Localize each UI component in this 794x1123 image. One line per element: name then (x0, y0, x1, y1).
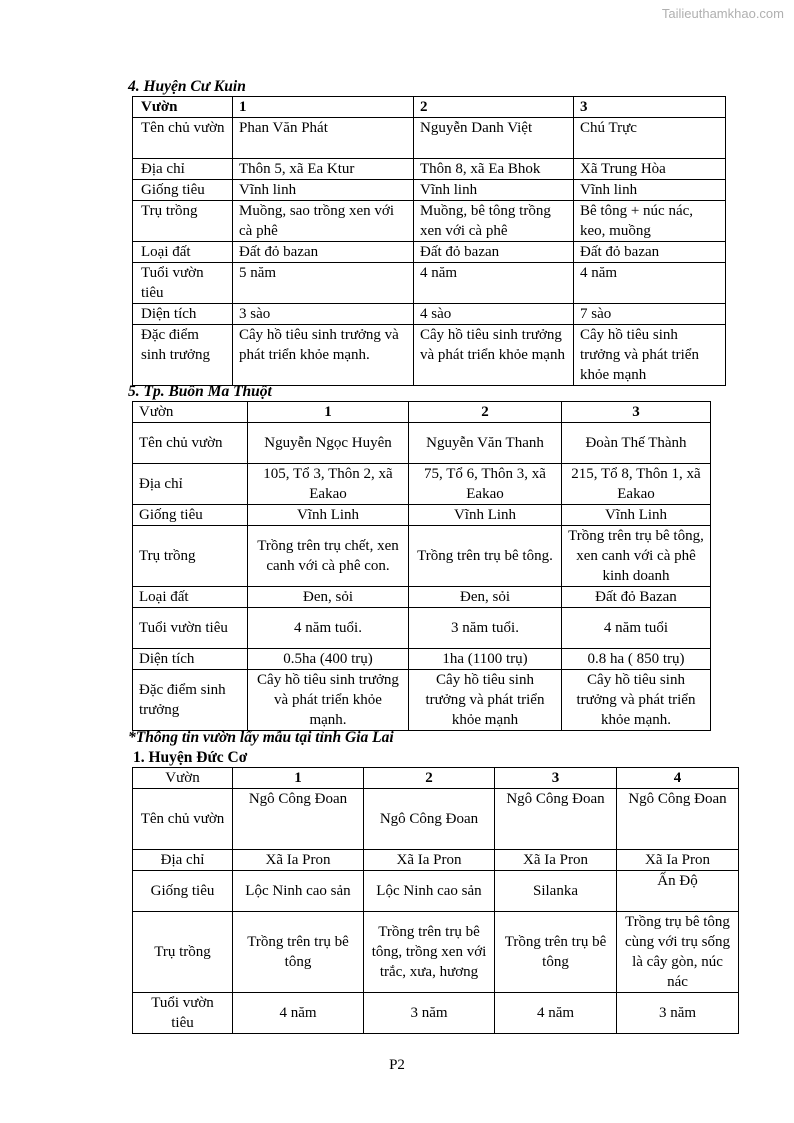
table-cell: Nguyễn Danh Việt (414, 118, 574, 159)
table-cell: 3 năm tuổi. (409, 608, 562, 649)
row-label: Địa chỉ (133, 464, 248, 505)
table-cell: Ngô Công Đoan (364, 789, 495, 850)
row-label: Diện tích (133, 304, 233, 325)
table-row (133, 993, 739, 1034)
header-cell: Vườn (133, 768, 233, 789)
section-5-heading: 5. Tp. Buôn Ma Thuột (128, 383, 272, 400)
table-row (133, 850, 739, 871)
table-row (133, 505, 711, 526)
table-cell: Trồng trên trụ bê tông (233, 912, 364, 993)
table-cell: Nguyễn Văn Thanh (409, 423, 562, 464)
table-cell: Vĩnh Linh (248, 505, 409, 526)
table-cell: Trồng trên trụ bê tông (495, 912, 617, 993)
row-label: Địa chỉ (133, 159, 233, 180)
table-cell: Chú Trực (574, 118, 726, 159)
table-cell: Xã Ia Pron (617, 850, 739, 871)
table-cell: 4 năm tuổi. (248, 608, 409, 649)
header-cell: 1 (233, 97, 414, 118)
table-row (133, 789, 739, 850)
table-cell: Cây hồ tiêu sinh trưởng và phát triển khỏe mạnh (414, 325, 574, 386)
table-cell: 75, Tổ 6, Thôn 3, xã Eakao (409, 464, 562, 505)
table-cell: 4 năm tuổi (562, 608, 711, 649)
table-row (133, 263, 726, 304)
table-header-row (133, 768, 739, 789)
watermark: Tailieuthamkhao.com (661, 6, 784, 21)
header-cell: 2 (364, 768, 495, 789)
table-cell: 0.5ha (400 trụ) (248, 649, 409, 670)
table-cell: Thôn 8, xã Ea Bhok (414, 159, 574, 180)
row-label: Diện tích (133, 649, 248, 670)
table-cell: Nguyễn Ngọc Huyên (248, 423, 409, 464)
table-cell: Vĩnh linh (414, 180, 574, 201)
table-cell: 4 năm (574, 263, 726, 304)
table-cell: Cây hồ tiêu sinh trưởng và phát triển khỏe mạnh. (562, 670, 711, 731)
table-cell: Đất đỏ bazan (574, 242, 726, 263)
table-cell: 4 năm (414, 263, 574, 304)
table-cell: Cây hồ tiêu sinh trưởng và phát triển khỏe mạnh. (248, 670, 409, 731)
table-row (133, 649, 711, 670)
header-cell: 3 (562, 402, 711, 423)
table-cell: 7 sào (574, 304, 726, 325)
row-label: Địa chỉ (133, 850, 233, 871)
table-row (133, 608, 711, 649)
table-cell: Xã Ia Pron (364, 850, 495, 871)
row-label: Tên chủ vườn (133, 423, 248, 464)
table-cell: Vĩnh Linh (409, 505, 562, 526)
table-row (133, 201, 726, 242)
page-number: P2 (389, 1057, 405, 1073)
table-cell: Lộc Ninh cao sản (364, 871, 495, 912)
table-cell: Vĩnh linh (574, 180, 726, 201)
header-cell: Vườn (133, 402, 248, 423)
row-label: Trụ trồng (133, 912, 233, 993)
table-cell: Đất đỏ Bazan (562, 587, 711, 608)
row-label: Loại đất (133, 242, 233, 263)
table-row (133, 325, 726, 386)
header-cell: 2 (409, 402, 562, 423)
table-cell: 3 sào (233, 304, 414, 325)
table-cell: 4 năm (495, 993, 617, 1034)
table-cell: Muồng, bê tông trồng xen với cà phê (414, 201, 574, 242)
row-label: Đặc điểm sinh trưởng (133, 325, 233, 386)
header-cell: 1 (233, 768, 364, 789)
table-row (133, 464, 711, 505)
table-row (133, 304, 726, 325)
section-4-heading: 4. Huyện Cư Kuin (128, 78, 246, 95)
table-cell: 4 sào (414, 304, 574, 325)
table-cell: Phan Văn Phát (233, 118, 414, 159)
table-cell: Xã Trung Hòa (574, 159, 726, 180)
row-label: Loại đất (133, 587, 248, 608)
header-cell: 2 (414, 97, 574, 118)
row-label: Trụ trồng (133, 526, 248, 587)
row-label: Tên chủ vườn (133, 789, 233, 850)
table-cell: Thôn 5, xã Ea Ktur (233, 159, 414, 180)
table-row (133, 871, 739, 912)
table-buon-ma-thuot (132, 401, 711, 731)
table-cell: Silanka (495, 871, 617, 912)
table-cell: Cây hồ tiêu sinh trưởng và phát triển khỏe mạnh (574, 325, 726, 386)
table-cell: Xã Ia Pron (233, 850, 364, 871)
table-cell: 4 năm (233, 993, 364, 1034)
table-cell: Đất đỏ bazan (233, 242, 414, 263)
row-label: Giống tiêu (133, 871, 233, 912)
table-cell: Ngô Công Đoan (617, 789, 739, 850)
table-cell: Đen, sỏi (409, 587, 562, 608)
table-cell: Ngô Công Đoan (233, 789, 364, 850)
table-cell: Trồng trên trụ bê tông, xen canh với cà phê kinh doanh (562, 526, 711, 587)
header-cell: Vườn (133, 97, 233, 118)
header-cell: 3 (495, 768, 617, 789)
row-label: Giống tiêu (133, 505, 248, 526)
table-header-row (133, 97, 726, 118)
table-cell: Bê tông + núc nác, keo, muồng (574, 201, 726, 242)
table-duc-co (132, 767, 739, 1034)
table-cell: Cây hồ tiêu sinh trưởng và phát triển khỏe mạnh. (233, 325, 414, 386)
table-row (133, 118, 726, 159)
table-row (133, 159, 726, 180)
table-cell: Vĩnh Linh (562, 505, 711, 526)
table-cell: Đoàn Thế Thành (562, 423, 711, 464)
table-header-row (133, 402, 711, 423)
row-label: Đặc điểm sinh trưởng (133, 670, 248, 731)
header-cell: 3 (574, 97, 726, 118)
row-label: Tên chủ vườn (133, 118, 233, 159)
table-cell: Đen, sỏi (248, 587, 409, 608)
header-cell: 4 (617, 768, 739, 789)
row-label: Trụ trồng (133, 201, 233, 242)
table-row (133, 526, 711, 587)
table-row (133, 587, 711, 608)
gia-lai-heading: *Thông tin vườn lấy mẫu tại tỉnh Gia Lai (128, 729, 394, 746)
table-cell: Xã Ia Pron (495, 850, 617, 871)
table-cell: Ấn Độ (617, 871, 739, 912)
table-cell: Trồng trên trụ bê tông. (409, 526, 562, 587)
header-cell: 1 (248, 402, 409, 423)
table-cell: 3 năm (617, 993, 739, 1034)
table-cell: 1ha (1100 trụ) (409, 649, 562, 670)
table-cell: Trồng trụ bê tông cùng với trụ sống là cây gòn, núc nác (617, 912, 739, 993)
duc-co-heading: 1. Huyện Đức Cơ (133, 749, 248, 766)
table-cell: Đất đỏ bazan (414, 242, 574, 263)
row-label: Tuổi vườn tiêu (133, 263, 233, 304)
table-cell: Lộc Ninh cao sản (233, 871, 364, 912)
row-label: Tuổi vườn tiêu (133, 993, 233, 1034)
table-row (133, 423, 711, 464)
table-cell: 215, Tổ 8, Thôn 1, xã Eakao (562, 464, 711, 505)
table-cu-kuin (132, 96, 726, 386)
table-cell: Ngô Công Đoan (495, 789, 617, 850)
row-label: Tuổi vườn tiêu (133, 608, 248, 649)
table-row (133, 242, 726, 263)
table-cell: 3 năm (364, 993, 495, 1034)
table-row (133, 180, 726, 201)
table-row (133, 670, 711, 731)
table-cell: Muồng, sao trồng xen với cà phê (233, 201, 414, 242)
table-cell: 105, Tổ 3, Thôn 2, xã Eakao (248, 464, 409, 505)
row-label: Giống tiêu (133, 180, 233, 201)
table-cell: 5 năm (233, 263, 414, 304)
table-cell: Vĩnh linh (233, 180, 414, 201)
table-cell: 0.8 ha ( 850 trụ) (562, 649, 711, 670)
table-cell: Trồng trên trụ chết, xen canh với cà phê con. (248, 526, 409, 587)
table-cell: Trồng trên trụ bê tông, trồng xen với trắc, xưa, hương (364, 912, 495, 993)
table-row (133, 912, 739, 993)
table-cell: Cây hồ tiêu sinh trưởng và phát triển khỏe mạnh (409, 670, 562, 731)
